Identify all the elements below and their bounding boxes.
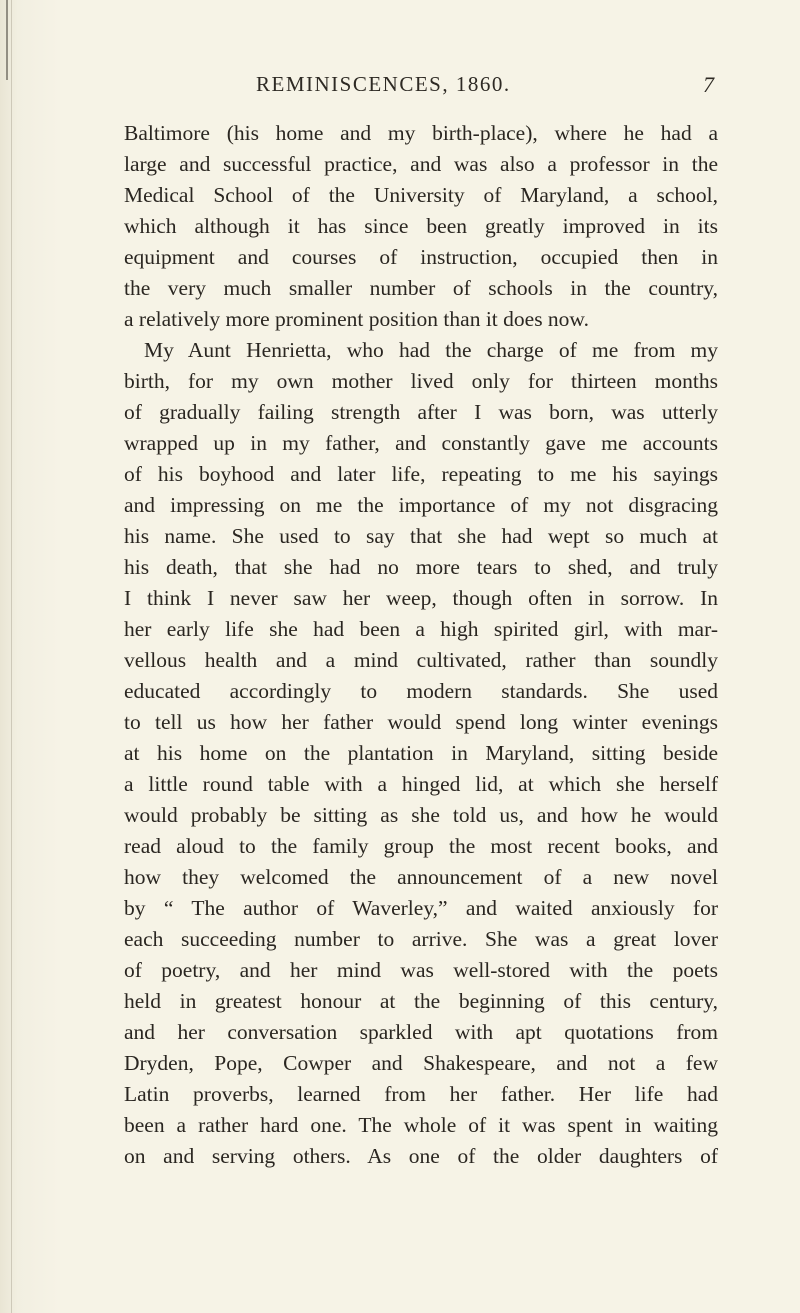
page-number: 7 [703, 72, 714, 97]
text-line: how they welcomed the announcement of a new novel [124, 865, 718, 889]
text-line: of gradually failing strength after I was born, was utterly [124, 400, 718, 424]
text-line: held in greatest honour at the beginning of this century, [124, 989, 718, 1013]
text-line: on and serving others. As one of the older daughters of [124, 1144, 718, 1168]
text-line: vellous health and a mind cultivated, rather than soundly [124, 648, 718, 672]
running-head [120, 72, 720, 106]
text-line: would probably be sitting as she told us, and how he would [124, 803, 718, 827]
text-line: by “ The author of Waverley,” and waited anxiously for [124, 896, 718, 920]
text-line: of his boyhood and later life, repeating to me his sayings [124, 462, 718, 486]
text-line: the very much smaller number of schools in the country, [124, 276, 718, 300]
text-line: birth, for my own mother lived only for thirteen months [124, 369, 718, 393]
text-line: of poetry, and her mind was well-stored with the poets [124, 958, 718, 982]
text-line: at his home on the plantation in Maryland, sitting beside [124, 741, 718, 765]
text-line: wrapped up in my father, and constantly gave me accounts [124, 431, 718, 455]
running-title: REMINISCENCES, 1860. [256, 72, 511, 96]
text-line: Baltimore (his home and my birth-place), where he had a [124, 121, 718, 145]
text-line: equipment and courses of instruction, occupied then in [124, 245, 718, 269]
text-line: a relatively more prominent position than it does now. [124, 307, 589, 331]
text-line: a little round table with a hinged lid, at which she herself [124, 772, 718, 796]
text-line: to tell us how her father would spend long winter evenings [124, 710, 718, 734]
text-line: Latin proverbs, learned from her father. Her life had [124, 1082, 718, 1106]
text-line: her early life she had been a high spirited girl, with mar- [124, 617, 718, 641]
text-line: Medical School of the University of Maryland, a school, [124, 183, 718, 207]
binding-shadow [11, 0, 12, 1313]
text-line: and her conversation sparkled with apt quotations from [124, 1020, 718, 1044]
paragraph-start-line: My Aunt Henrietta, who had the charge of me from my [144, 338, 718, 362]
body-text [124, 118, 718, 1172]
text-line: been a rather hard one. The whole of it was spent in waiting [124, 1113, 718, 1137]
text-line: educated accordingly to modern standards. She used [124, 679, 718, 703]
text-line: read aloud to the family group the most recent books, and [124, 834, 718, 858]
text-line: and impressing on me the importance of my not disgracing [124, 493, 718, 517]
text-line: I think I never saw her weep, though often in sorrow. In [124, 586, 718, 610]
text-line: his death, that she had no more tears to shed, and truly [124, 555, 718, 579]
text-line: his name. She used to say that she had wept so much at [124, 524, 718, 548]
text-line: each succeeding number to arrive. She was a great lover [124, 927, 718, 951]
text-line: which although it has since been greatly improved in its [124, 214, 718, 238]
text-line: Dryden, Pope, Cowper and Shakespeare, and not a few [124, 1051, 718, 1075]
text-line: large and successful practice, and was also a professor in the [124, 152, 718, 176]
page-edge-mark [6, 0, 8, 80]
